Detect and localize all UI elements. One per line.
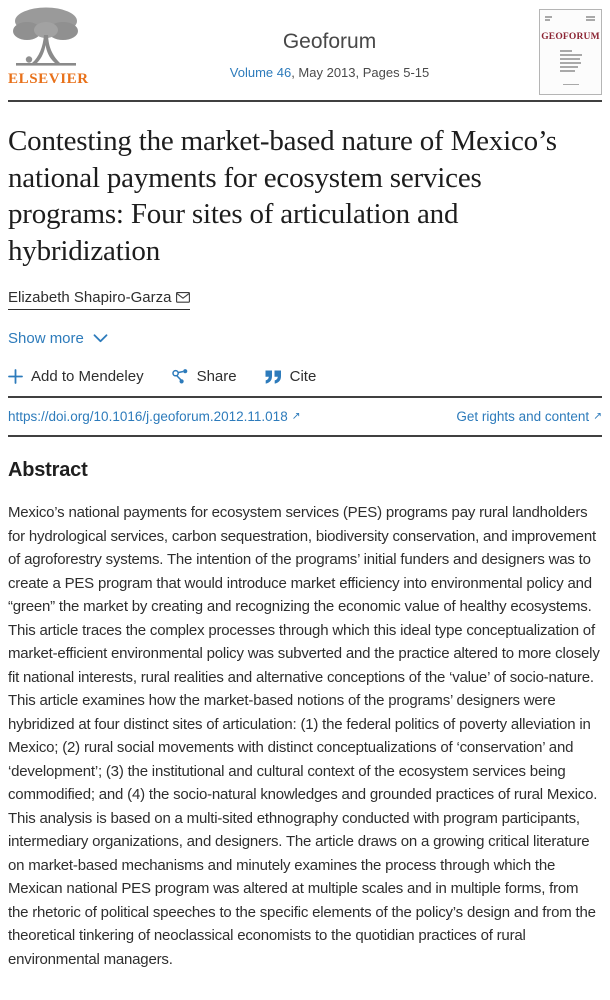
divider xyxy=(8,435,602,437)
cite-button[interactable] xyxy=(265,368,317,385)
doi-link-label: https://doi.org/10.1016/j.geoforum.2012.11.018 xyxy=(8,409,288,424)
author-name: Elizabeth Shapiro-Garza xyxy=(8,289,172,306)
cover-text-line xyxy=(563,84,579,86)
cover-text-line xyxy=(560,66,578,68)
external-link-arrow-icon: ↗ xyxy=(291,410,301,423)
doi-link[interactable] xyxy=(8,409,301,424)
journal-title-link[interactable]: Geoforum xyxy=(282,30,377,53)
show-more-button[interactable] xyxy=(8,330,108,347)
issue-text: , May 2013, Pages 5-15 xyxy=(291,65,430,80)
issue-line xyxy=(120,65,539,80)
author-row xyxy=(8,289,602,310)
elsevier-logo[interactable] xyxy=(8,6,120,88)
journal-header xyxy=(8,0,602,100)
plus-icon xyxy=(8,369,23,384)
cover-text-line xyxy=(560,70,575,72)
doi-row xyxy=(8,398,602,435)
abstract-heading: Abstract xyxy=(8,459,88,481)
elsevier-tree-icon xyxy=(10,6,82,70)
external-link-arrow-icon: ↗ xyxy=(593,410,602,423)
article-title: Contesting the market-based nature of Mexico’s national payments for ecosystem services programs: Four sites of articulation and hybridization xyxy=(8,125,557,267)
cover-journal-title: GEOFORUM xyxy=(541,32,600,42)
get-rights-label: Get rights and content xyxy=(456,409,590,424)
get-rights-link[interactable] xyxy=(456,409,602,424)
journal-info xyxy=(120,6,539,80)
cover-text-line xyxy=(560,54,582,56)
cover-text-line xyxy=(560,58,580,60)
volume-link[interactable]: Volume 46 xyxy=(229,65,292,80)
add-to-mendeley-label: Add to Mendeley xyxy=(31,368,144,385)
cover-text-line xyxy=(545,19,550,21)
show-more-label: Show more xyxy=(8,330,84,347)
share-button[interactable] xyxy=(172,368,237,385)
cite-quotes-icon xyxy=(265,370,282,384)
cite-label: Cite xyxy=(289,368,317,385)
abstract-body: Mexico’s national payments for ecosystem services (PES) programs pay rural landholders for hydrological services, carbon sequestration, biodiversity conservation, and improvement of agroforestry systems. The intention of the programs’ initial funders and designers was to create a PES program that would introduce market efficiency into environmental policy and “green” the market by creating and recognizing the economic value of healthy ecosystems. This article traces the complex processes through which this ideal type conceptualization of market-efficient environmental policy was subverted and the practice altered to more closely fit national interests, rural realities and alternative conceptions of the ‘value’ of socio-nature. This article examines how the market-based notions of the programs’ designers were hybridized at four distinct sites of articulation: (1) the federal politics of poverty alleviation in Mexico; (2) rural social movements with distinct conceptualizations of ‘conservation’ and ‘development’; (3) the institutional and cultural context of the ecosystem services being commodified; and (4) the socio-natural knowledges and grounded practices of rural Mexico. This analysis is based on a multi-sited ethnography conducted with program participants, intermediary organizations, and designers. The article draws on a growing critical literature on market-based mechanisms and minutely examines the process through which the Mexican national PES program was altered at multiple scales and in multiple forms, from the rhetoric of political speeches to the specific elements of the policy’s design and from the theoretical tinkering of neoclassical economists to the quotidian practices of rural environmental managers. xyxy=(8,504,600,968)
share-label: Share xyxy=(196,368,237,385)
journal-cover-thumbnail[interactable] xyxy=(539,9,602,95)
cover-text-line xyxy=(586,19,595,21)
cover-text-line xyxy=(560,50,572,52)
cover-text-line xyxy=(560,62,581,64)
share-icon xyxy=(172,368,189,385)
add-to-mendeley-button[interactable] xyxy=(8,368,144,385)
header-divider xyxy=(8,100,602,102)
author-link[interactable] xyxy=(8,289,190,310)
publisher-name: ELSEVIER xyxy=(8,71,89,87)
chevron-down-icon xyxy=(93,334,108,343)
email-envelope-icon[interactable] xyxy=(176,292,190,303)
cover-text-line xyxy=(545,16,552,18)
cover-text-line xyxy=(586,16,595,18)
actions-row xyxy=(8,368,602,385)
